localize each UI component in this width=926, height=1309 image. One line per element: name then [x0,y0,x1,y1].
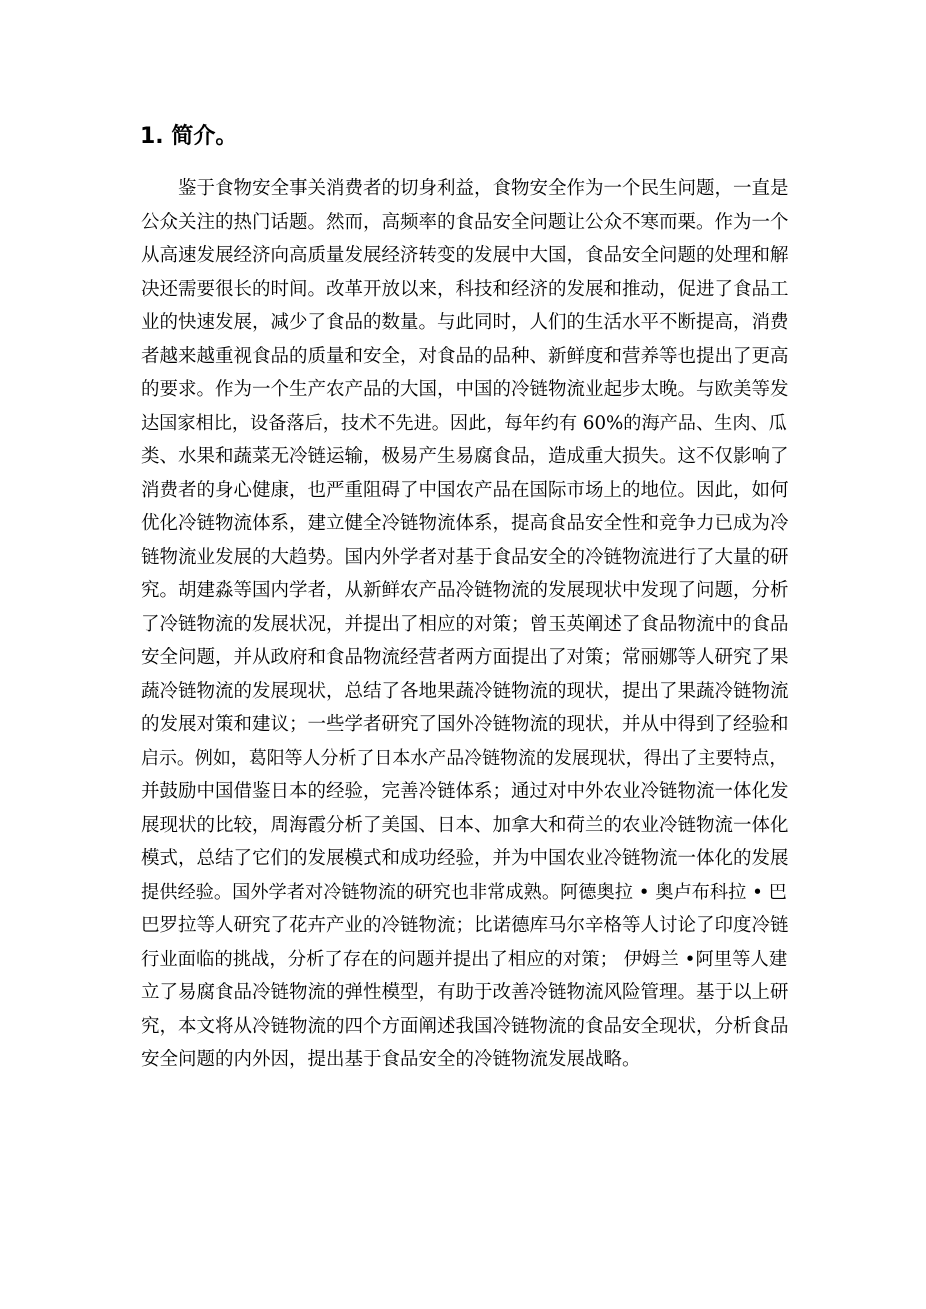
paragraph-line: 了冷链物流的发展状况，并提出了相应的对策；曾玉英阐述了食品物流中的食品 [141,613,789,635]
paragraph-line: 究。胡建淼等国内学者，从新鲜农产品冷链物流的发展现状中发现了问题，分析 [141,580,789,601]
paragraph-line: 安全问题，并从政府和食品物流经营者两方面提出了对策；常丽娜等人研究了果 [141,647,789,668]
paragraph-line: 展现状的比较，周海霞分析了美国、日本、加拿大和荷兰的农业冷链物流一体化 [141,814,789,836]
paragraph-line: 达国家相比，设备落后，技术不先进。因此，每年约有 60%的海产品、生肉、瓜 [141,412,787,434]
paragraph-line: 决还需要很长的时间。改革开放以来，科技和经济的发展和推动，促进了食品工 [141,278,789,300]
section-heading: 1. 简介。 [140,124,238,149]
paragraph-line: 巴罗拉等人研究了花卉产业的冷链物流；比诺德库马尔辛格等人讨论了印度冷链 [141,915,789,936]
paragraph-line: 的要求。作为一个生产农产品的大国，中国的冷链物流业起步太晚。与欧美等发 [141,379,789,400]
paragraph-line: 立了易腐食品冷链物流的弹性模型，有助于改善冷链物流风险管理。基于以上研 [141,982,789,1003]
paragraph-line: 鉴于食物安全事关消费者的切身利益，食物安全作为一个民生问题，一直是 [178,178,789,199]
paragraph-line: 业的快速发展，减少了食品的数量。与此同时，人们的生活水平不断提高，消费 [141,312,789,333]
paragraph-line: 提供经验。国外学者对冷链物流的研究也非常成熟。阿德奥拉 • 奥卢布科拉 • 巴 [141,881,787,903]
paragraph-line: 安全问题的内外因，提出基于食品安全的冷链物流发展战略。 [141,1049,641,1070]
paragraph-line: 消费者的身心健康，也严重阻碍了中国农产品在国际市场上的地位。因此，如何 [141,479,789,501]
paragraph-line: 者越来越重视食品的质量和安全，对食品的品种、新鲜度和营养等也提出了更高 [141,345,789,367]
paragraph-line: 行业面临的挑战，分析了存在的问题并提出了相应的对策； 伊姆兰 •阿里等人建 [141,948,788,970]
paragraph-line: 启示。例如，葛阳等人分析了日本水产品冷链物流的发展现状，得出了主要特点， [141,747,788,769]
paragraph-line: 类、水果和蔬菜无冷链运输，极易产生易腐食品，造成重大损失。这不仅影响了 [141,446,789,467]
paragraph-line: 并鼓励中国借鉴日本的经验，完善冷链体系；通过对中外农业冷链物流一体化发 [141,781,789,802]
paragraph-line: 究，本文将从冷链物流的四个方面阐述我国冷链物流的食品安全现状，分析食品 [141,1015,789,1037]
paragraph-line: 从高速发展经济向高质量发展经济转变的发展中大国，食品安全问题的处理和解 [141,245,789,266]
intro-paragraph [141,172,791,1077]
paragraph-line: 的发展对策和建议；一些学者研究了国外冷链物流的现状，并从中得到了经验和 [141,714,789,735]
paragraph-line: 公众关注的热门话题。然而，高频率的食品安全问题让公众不寒而栗。作为一个 [141,211,789,233]
paragraph-line: 模式，总结了它们的发展模式和成功经验，并为中国农业冷链物流一体化的发展 [141,848,789,869]
paragraph-line: 蔬冷链物流的发展现状，总结了各地果蔬冷链物流的现状，提出了果蔬冷链物流 [141,680,789,702]
paragraph-line: 链物流业发展的大趋势。国内外学者对基于食品安全的冷链物流进行了大量的研 [141,546,789,568]
paragraph-line: 优化冷链物流体系，建立健全冷链物流体系，提高食品安全性和竞争力已成为冷 [141,513,789,534]
